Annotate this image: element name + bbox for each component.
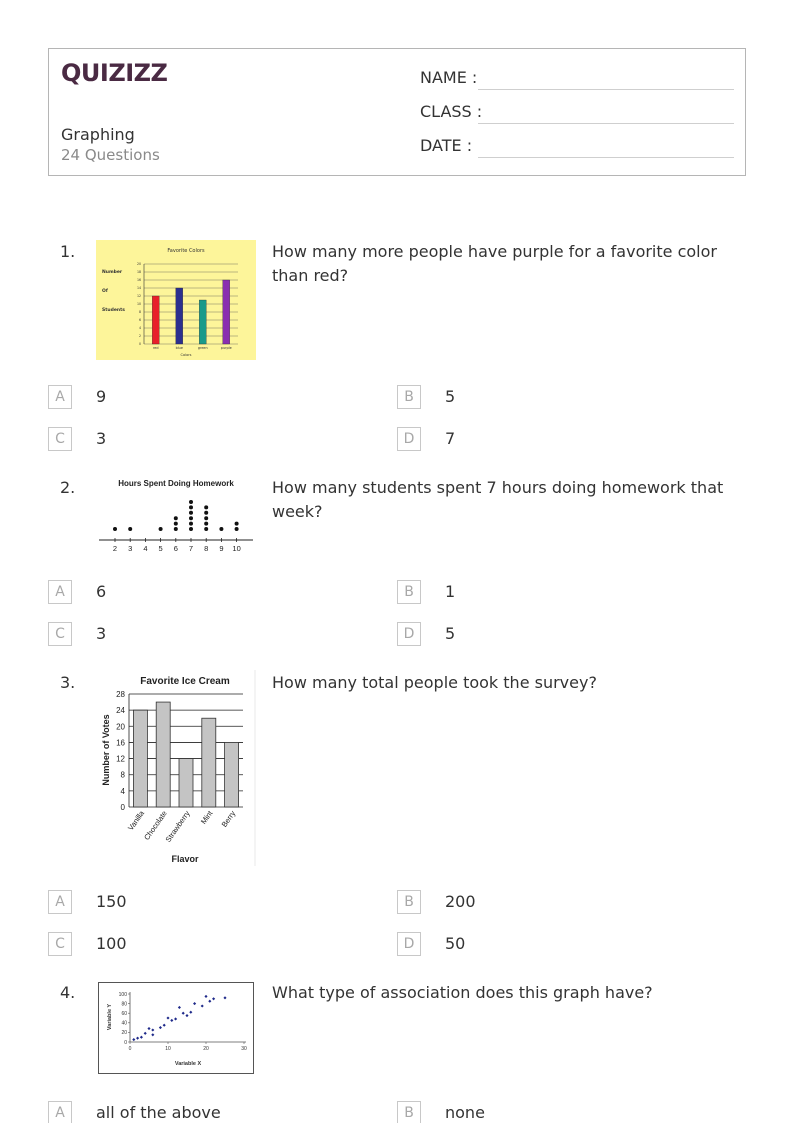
bar-mint — [202, 718, 216, 807]
x-tick-label: Strawberry — [163, 808, 192, 844]
y-tick-label: 18 — [136, 270, 141, 275]
option-b-text[interactable]: 1 — [445, 582, 456, 601]
x-tick-label: 5 — [158, 544, 163, 553]
option-d-text[interactable]: 7 — [445, 429, 456, 448]
x-tick-label: 20 — [203, 1046, 209, 1052]
bar-green — [199, 300, 206, 344]
y-axis-label-line-1: Number — [102, 270, 123, 275]
y-tick-label: 20 — [121, 1030, 127, 1037]
option-d-text[interactable]: 50 — [445, 934, 466, 953]
option-b-text[interactable]: 200 — [445, 892, 476, 911]
data-dot — [204, 511, 208, 515]
ice-cream-bar-chart — [96, 670, 256, 866]
chart-title: Favorite Ice Cream — [140, 676, 230, 687]
x-tick-label: 10 — [165, 1046, 171, 1052]
y-tick-label: 16 — [136, 278, 141, 283]
x-tick-label: 9 — [219, 544, 224, 553]
data-dot — [219, 527, 223, 531]
option-c-letter[interactable]: C — [48, 427, 72, 451]
data-dot — [204, 527, 208, 531]
question-text: What type of association does this graph have? — [272, 983, 653, 1002]
option-a-text[interactable]: 9 — [96, 387, 107, 406]
data-dot — [189, 511, 193, 515]
data-dot — [204, 516, 208, 520]
option-a-letter[interactable]: A — [48, 1101, 72, 1123]
question-number: 1. — [60, 242, 76, 261]
y-tick-label: 80 — [121, 1001, 127, 1008]
question-number: 4. — [60, 983, 76, 1002]
x-tick-label: 8 — [204, 544, 209, 553]
data-dot — [235, 522, 239, 526]
option-c-text[interactable]: 3 — [96, 624, 107, 643]
option-b-letter[interactable]: B — [397, 1101, 421, 1123]
y-tick-label: 2 — [138, 334, 141, 339]
y-tick-label: 8 — [138, 310, 141, 315]
x-axis-label: Flavor — [171, 854, 199, 864]
option-a-letter[interactable]: A — [48, 385, 72, 409]
quizizz-logo: QUIZIZZ — [61, 59, 168, 87]
y-tick-label: 100 — [118, 991, 127, 998]
y-axis-label-line-2: Of — [102, 289, 108, 294]
data-dot — [159, 527, 163, 531]
y-axis-label-line-3: Students — [102, 308, 125, 313]
question-text: How many total people took the survey? — [272, 673, 597, 692]
y-tick-label: 0 — [124, 1039, 127, 1046]
x-tick-label: Vanilla — [126, 808, 147, 833]
option-c-letter[interactable]: C — [48, 932, 72, 956]
x-tick-label: green — [197, 346, 208, 350]
data-dot — [204, 522, 208, 526]
class-field[interactable] — [478, 123, 734, 124]
x-tick-label: Berry — [219, 808, 238, 829]
x-tick-label: blue — [175, 346, 183, 350]
question-text: How many more people have purple for a favorite color than red? — [272, 242, 717, 285]
worksheet-title: Graphing — [61, 125, 135, 144]
option-b-text[interactable]: none — [445, 1103, 485, 1122]
option-d-text[interactable]: 5 — [445, 624, 456, 643]
data-dot — [128, 527, 132, 531]
y-axis-label: Number of Votes — [101, 714, 111, 786]
x-tick-label: 2 — [112, 544, 118, 553]
chart-title: Hours Spent Doing Homework — [118, 479, 234, 488]
x-tick-label: 7 — [188, 544, 194, 553]
bar-blue — [176, 288, 183, 344]
date-field[interactable] — [478, 157, 734, 158]
bar-vanilla — [133, 710, 147, 807]
name-field[interactable] — [478, 89, 734, 90]
option-a-text[interactable]: 150 — [96, 892, 127, 911]
favorite-colors-bar-chart — [96, 240, 256, 360]
y-tick-label: 4 — [120, 786, 125, 796]
x-axis-label: Variable X — [174, 1061, 202, 1067]
question-count: 24 Questions — [61, 146, 160, 164]
question-text: How many students spent 7 hours doing homework that week? — [272, 478, 724, 521]
y-tick-label: 24 — [116, 706, 125, 716]
option-c-letter[interactable]: C — [48, 622, 72, 646]
x-tick-label: 10 — [232, 544, 241, 553]
y-axis-label: Variable Y — [107, 1003, 113, 1031]
y-tick-label: 10 — [136, 302, 141, 307]
bar-red — [152, 296, 159, 344]
y-tick-label: 28 — [116, 690, 125, 699]
option-d-letter[interactable]: D — [397, 932, 421, 956]
data-dot — [189, 500, 193, 504]
option-d-letter[interactable]: D — [397, 622, 421, 646]
y-tick-label: 14 — [136, 286, 141, 291]
data-dot — [235, 527, 239, 531]
question-number: 3. — [60, 673, 76, 692]
x-axis-label: Colors — [180, 353, 192, 357]
x-tick-label: 3 — [128, 544, 133, 553]
data-dot — [189, 516, 193, 520]
y-tick-label: 4 — [138, 326, 141, 331]
data-dot — [174, 516, 178, 520]
x-tick-label: 4 — [143, 544, 148, 553]
y-tick-label: 6 — [138, 318, 141, 323]
data-dot — [174, 522, 178, 526]
x-tick-label: Chocolate — [142, 808, 169, 842]
y-tick-label: 0 — [120, 803, 125, 812]
bar-chocolate — [156, 702, 170, 807]
data-dot — [174, 527, 178, 531]
class-label: CLASS : — [420, 102, 483, 121]
x-tick-label: purple — [220, 346, 232, 350]
data-dot — [113, 527, 117, 531]
data-dot — [189, 527, 193, 531]
worksheet-header — [48, 48, 746, 176]
data-dot — [204, 505, 208, 509]
scatter-plot — [98, 982, 254, 1074]
option-a-letter[interactable]: A — [48, 580, 72, 604]
option-a-text[interactable]: 6 — [96, 582, 107, 601]
x-tick-label: 0 — [128, 1046, 132, 1052]
option-b-text[interactable]: 5 — [445, 387, 456, 406]
option-a-letter[interactable]: A — [48, 890, 72, 914]
y-tick-label: 8 — [120, 770, 125, 780]
data-dot — [189, 505, 193, 509]
y-tick-label: 20 — [116, 722, 125, 732]
x-tick-label: 30 — [241, 1046, 247, 1052]
y-tick-label: 40 — [121, 1020, 127, 1027]
bar-strawberry — [179, 759, 193, 807]
homework-hours-dot-plot — [96, 474, 256, 558]
chart-title: Favorite Colors — [167, 248, 205, 254]
y-tick-label: 16 — [116, 738, 125, 748]
question-number: 2. — [60, 478, 76, 497]
option-b-letter[interactable]: B — [397, 580, 421, 604]
y-tick-label: 0 — [138, 342, 141, 347]
x-tick-label: Mint — [198, 808, 215, 826]
option-c-text[interactable]: 100 — [96, 934, 127, 953]
name-label: NAME : — [420, 68, 478, 87]
y-tick-label: 12 — [136, 294, 141, 299]
bar-purple — [223, 280, 230, 344]
y-tick-label: 20 — [136, 262, 141, 267]
x-tick-label: red — [152, 346, 159, 350]
option-b-letter[interactable]: B — [397, 385, 421, 409]
x-tick-label: 6 — [173, 544, 178, 553]
bar-berry — [225, 742, 239, 807]
option-d-letter[interactable]: D — [397, 427, 421, 451]
option-b-letter[interactable]: B — [397, 890, 421, 914]
option-c-text[interactable]: 3 — [96, 429, 107, 448]
y-tick-label: 60 — [121, 1011, 127, 1017]
date-label: DATE : — [420, 136, 473, 155]
y-tick-label: 12 — [116, 754, 125, 764]
data-dot — [189, 522, 193, 526]
option-a-text[interactable]: all of the above — [96, 1103, 221, 1122]
